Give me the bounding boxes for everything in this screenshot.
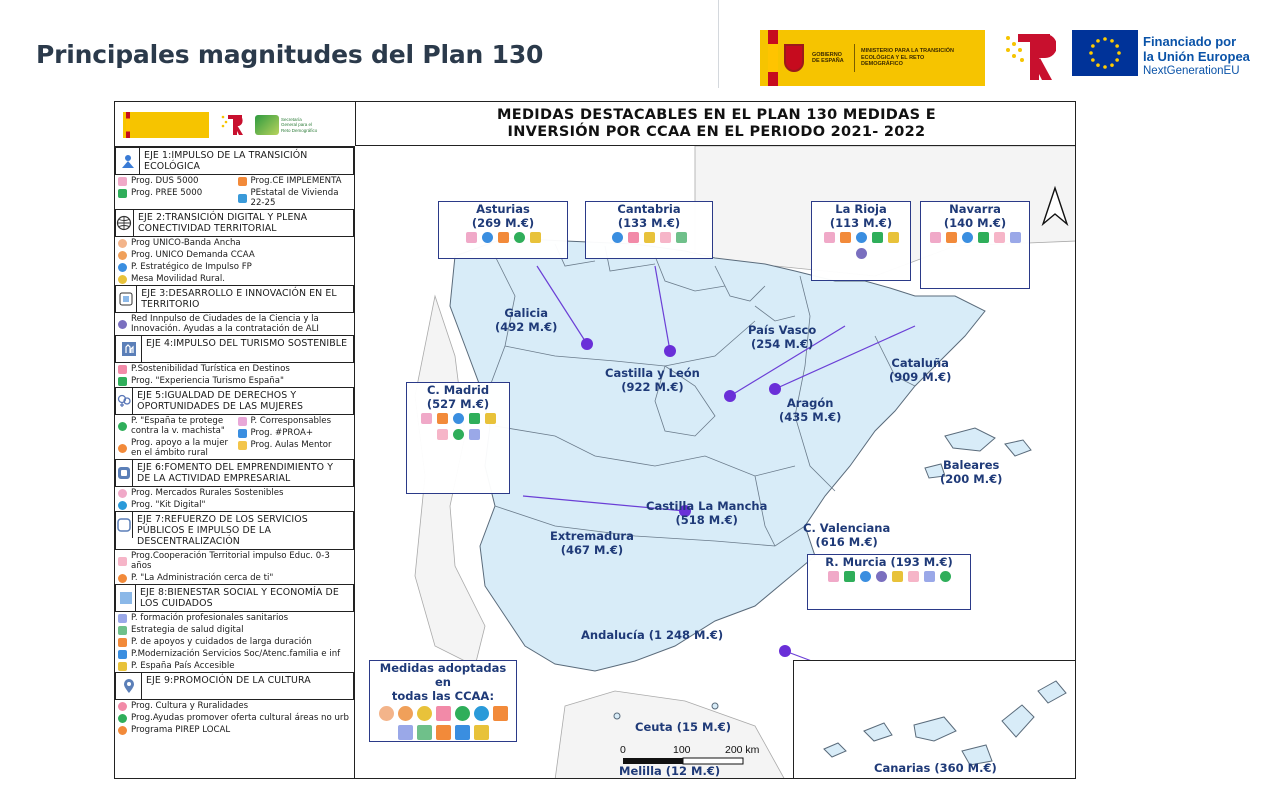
legend-axis-4 <box>115 335 354 363</box>
legend-axis-1-title: EJE 1:IMPULSO DE LA TRANSICIÓN ECOLÓGICA <box>144 150 308 172</box>
eu-line-1: Financiado por <box>1143 34 1237 49</box>
spain-flag-icon <box>768 30 778 86</box>
eu-star-icon <box>1110 39 1114 43</box>
legend-axis-6 <box>115 459 354 487</box>
eu-star-icon <box>1096 63 1100 67</box>
callout-murcia: R. Murcia (193 M.€) <box>807 554 971 610</box>
region-melilla: Melilla (12 M.€) <box>619 764 721 778</box>
tourism-icon <box>116 336 142 362</box>
dus-5000-icon <box>118 177 127 186</box>
legend-item: Prog. PREE 5000 <box>115 187 235 199</box>
globe-icon <box>116 210 134 236</box>
eu-star-icon <box>1091 44 1095 48</box>
ce-implementa-icon <box>238 177 247 186</box>
ecology-icon <box>116 148 140 174</box>
ministry-logo-text: MINISTERIO PARA LA TRANSICIÓN ECOLÓGICA Y EL RETO DEMOGRÁFICO <box>861 48 954 68</box>
eu-star-icon <box>1110 63 1114 67</box>
legend-item: Prog. "Experiencia Turismo España" <box>115 375 354 387</box>
innovation-icon <box>116 286 137 312</box>
eu-star-icon <box>1089 51 1093 55</box>
tourism-experience-icon <box>118 377 127 386</box>
rural-mobility-icon <box>118 275 127 284</box>
legend-item: P. Estratégico de Impulso FP <box>115 261 354 273</box>
legend-item: Prog. Aulas Mentor <box>235 439 355 451</box>
region-canarias: Canarias (360 M.€) <box>874 761 997 775</box>
administration-icon <box>118 574 127 583</box>
innpulso-icon <box>118 320 127 329</box>
digital-health-icon <box>118 626 127 635</box>
secretariat-emblem-icon <box>255 115 279 135</box>
navarra-icons <box>921 230 1029 245</box>
legend-axis-5 <box>115 387 354 415</box>
scale-label-100: 100 <box>673 744 691 756</box>
region-extremadura: Extremadura (467 M.€) <box>550 529 634 557</box>
eu-star-icon <box>1117 51 1121 55</box>
eu-star-icon <box>1115 44 1119 48</box>
eu-star-icon <box>1115 58 1119 62</box>
eu-star-icon <box>1091 58 1095 62</box>
health-training-icon <box>118 614 127 623</box>
callout-asturias: Asturias (269 M.€) <box>438 201 568 259</box>
legend-item: Prog. UNICO Demanda CCAA <box>115 249 354 261</box>
legend-axis-3 <box>115 285 354 313</box>
map-area <box>355 146 1076 779</box>
callout-cantabria: Cantabria (133 M.€) <box>585 201 713 259</box>
tourism-sustainability-icon <box>118 365 127 374</box>
all-ccaa-icons <box>370 703 516 743</box>
legend-axis-6-title: EJE 6:FOMENTO DEL EMPRENDIMIENTO Y DE LA ACTIVIDAD EMPRESARIAL <box>137 462 334 484</box>
equality-icon <box>116 388 133 414</box>
canarias-inset <box>793 660 1076 779</box>
social-services-icon <box>118 650 127 659</box>
asturias-icons <box>439 230 567 245</box>
education-0-3-icon <box>118 557 127 566</box>
legend-axis-9-title: EJE 9:PROMOCIÓN DE LA CULTURA <box>146 675 311 686</box>
legend-item: Mesa Movilidad Rural. <box>115 273 354 285</box>
eu-star-icon <box>1103 37 1107 41</box>
mini-recovery-logo <box>219 112 245 138</box>
pree-5000-icon <box>118 189 127 198</box>
legend-item: P. "España te protege contra la v. machista" <box>115 415 235 437</box>
eu-line-3: NextGenerationEU <box>1143 65 1240 77</box>
government-logo <box>760 30 985 86</box>
recovery-plan-logo <box>1000 30 1056 84</box>
legend-item: Prog. Mercados Rurales Sostenibles <box>115 487 354 499</box>
legend-item: P. de apoyos y cuidados de larga duración <box>115 636 354 648</box>
legend-item: P. España País Accesible <box>115 660 354 672</box>
region-aragon: Aragón (435 M.€) <box>779 396 842 424</box>
legend-item: Estrategia de salud digital <box>115 624 354 636</box>
legend-item: Prog.Ayudas promover oferta cultural áreas no urb <box>115 712 354 724</box>
all-ccaa-box <box>369 660 517 742</box>
all-ccaa-title-2: todas las CCAA: <box>391 689 495 703</box>
region-baleares: Baleares (200 M.€) <box>940 458 1003 486</box>
coat-of-arms-icon <box>784 44 804 72</box>
fp-plan-icon <box>118 263 127 272</box>
gov-logo-text: GOBIERNO DE ESPAÑA <box>812 51 844 64</box>
pirep-icon <box>118 726 127 735</box>
legend-axis-9 <box>115 672 354 700</box>
eu-flag-icon <box>1072 30 1138 76</box>
legend-item: Prog. "Kit Digital" <box>115 499 354 511</box>
callout-madrid: C. Madrid (527 M.€) <box>406 382 510 494</box>
secretariat-text: Secretaría General para el Reto Demográfico <box>281 116 318 133</box>
header-divider <box>718 0 719 88</box>
legend-item: Red Innpulso de Ciudades de la Ciencia y la Innovación. Ayudas a la contratación de ALI <box>115 313 354 335</box>
rural-markets-icon <box>118 489 127 498</box>
legend-axis-8-title: EJE 8:BIENESTAR SOCIAL Y ECONOMÍA DE LOS CUIDADOS <box>140 587 339 609</box>
map-title-line-1: MEDIDAS DESTACABLES EN EL PLAN 130 MEDIDAS E <box>497 107 936 123</box>
eu-star-icon <box>1096 39 1100 43</box>
kit-digital-icon <box>118 501 127 510</box>
gov-logo-separator <box>854 44 855 72</box>
legend-axis-4-title: EJE 4:IMPULSO DEL TURISMO SOSTENIBLE <box>146 338 348 349</box>
la-rioja-icons <box>812 230 910 261</box>
scale-label-0: 0 <box>620 744 626 756</box>
page-title: Principales magnitudes del Plan 130 <box>36 40 544 69</box>
scale-label-200: 200 km <box>725 744 760 756</box>
map-legend <box>115 146 355 779</box>
legend-item: Prog.Cooperación Territorial impulso Educ. 0-3 años <box>115 550 354 572</box>
region-ceuta: Ceuta (15 M.€) <box>635 720 732 734</box>
eu-line-2: la Unión Europea <box>1143 49 1250 64</box>
region-castilla-la-mancha: Castilla La Mancha (518 M.€) <box>646 499 768 527</box>
proa-icon <box>238 429 247 438</box>
region-valenciana: C. Valenciana (616 M.€) <box>803 521 891 549</box>
region-castilla-leon: Castilla y León (922 M.€) <box>605 366 700 394</box>
rural-women-icon <box>118 444 127 453</box>
region-pais-vasco: País Vasco (254 M.€) <box>748 323 817 351</box>
all-ccaa-title-1: Medidas adoptadas en <box>379 661 507 689</box>
long-term-care-icon <box>118 638 127 647</box>
mini-secretariat-logo <box>255 112 321 138</box>
legend-axis-7-title: EJE 7:REFUERZO DE LOS SERVICIOS PÚBLICOS E IMPULSO DE LA DESCENTRALIZACIÓN <box>137 514 308 547</box>
wellbeing-icon <box>116 585 136 611</box>
housing-plan-icon <box>238 194 247 203</box>
legend-item: Prog. #PROA+ <box>235 427 355 439</box>
madrid-icons <box>407 411 509 442</box>
broadband-icon <box>118 239 127 248</box>
eu-star-icon <box>1103 65 1107 69</box>
legend-axis-5-title: EJE 5:IGUALDAD DE DERECHOS Y OPORTUNIDADES DE LAS MUJERES <box>137 390 304 412</box>
legend-item: Prog.CE IMPLEMENTA <box>235 175 355 187</box>
legend-item: P. formación profesionales sanitarios <box>115 612 354 624</box>
eu-funding-text <box>1143 34 1250 79</box>
callout-la-rioja: La Rioja (113 M.€) <box>811 201 911 281</box>
map-title-line-2: INVERSIÓN POR CCAA EN EL PERIODO 2021- 2022 <box>507 124 926 140</box>
legend-item: P.Modernización Servicios Soc/Atenc.familia e inf <box>115 648 354 660</box>
unico-demand-icon <box>118 251 127 260</box>
culture-pin-icon <box>116 673 142 699</box>
legend-axis-3-title: EJE 3:DESARROLLO E INNOVACIÓN EN EL TERRITORIO <box>141 288 337 310</box>
legend-item: P. "La Administración cerca de ti" <box>115 572 354 584</box>
accessibility-icon <box>118 662 127 671</box>
corresponsables-icon <box>238 417 247 426</box>
legend-axis-7 <box>115 511 354 550</box>
region-galicia: Galicia (492 M.€) <box>495 306 558 334</box>
culture-rural-icon <box>118 702 127 711</box>
region-cataluna: Cataluña (909 M.€) <box>889 356 952 384</box>
legend-axis-1 <box>115 147 354 175</box>
gender-violence-icon <box>118 422 127 431</box>
aulas-mentor-icon <box>238 441 247 450</box>
public-services-icon <box>116 512 133 538</box>
legend-item: PEstatal de Vivienda 22-25 <box>235 187 355 209</box>
cultural-offer-icon <box>118 714 127 723</box>
murcia-icons <box>808 569 970 584</box>
callout-navarra: Navarra (140 M.€) <box>920 201 1030 289</box>
map-title <box>355 102 1076 146</box>
legend-item: P.Sostenibilidad Turística en Destinos <box>115 363 354 375</box>
mini-government-logo <box>123 112 209 138</box>
map-logos <box>119 106 351 144</box>
legend-item: Prog. DUS 5000 <box>115 175 235 187</box>
legend-item: Prog. Cultura y Ruralidades <box>115 700 354 712</box>
map-figure <box>114 101 1076 779</box>
legend-axis-2-title: EJE 2:TRANSICIÓN DIGITAL Y PLENA CONECTIVIDAD TERRITORIAL <box>137 212 308 234</box>
legend-axis-2 <box>115 209 354 237</box>
legend-item: P. Corresponsables <box>235 415 355 427</box>
region-andalucia: Andalucía (1 248 M.€) <box>581 628 724 642</box>
legend-axis-8 <box>115 584 354 612</box>
cantabria-icons <box>586 230 712 245</box>
legend-item: Prog. apoyo a la mujer en el ámbito rural <box>115 437 235 459</box>
legend-item: Programa PIREP LOCAL <box>115 724 354 736</box>
entrepreneurship-icon <box>116 460 133 486</box>
legend-item: Prog UNICO-Banda Ancha <box>115 237 354 249</box>
